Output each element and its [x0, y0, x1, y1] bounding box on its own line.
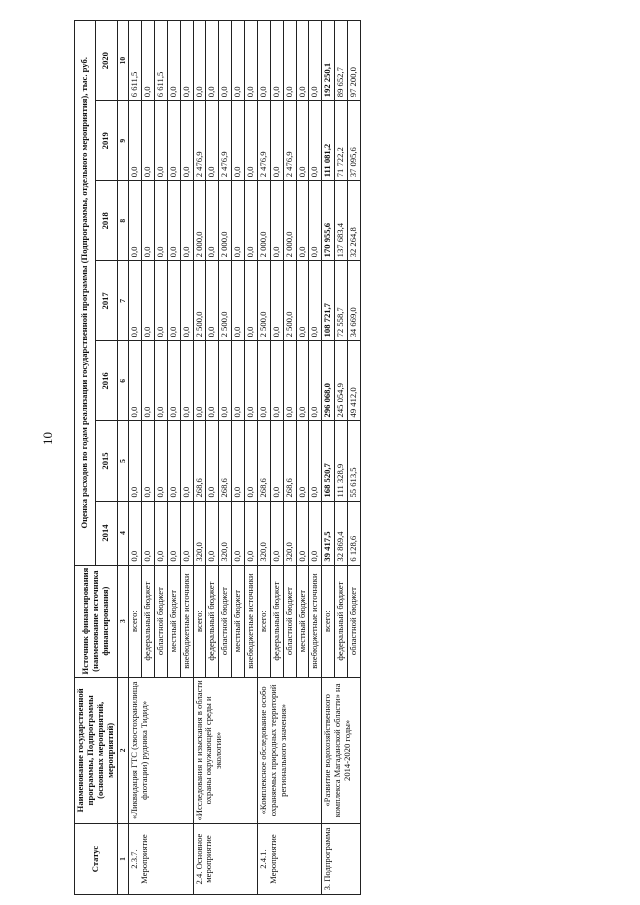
- value-cell: 0,0: [167, 421, 180, 501]
- value-cell: 0,0: [129, 101, 142, 181]
- value-cell: 137 683,4: [335, 181, 348, 261]
- value-cell: 0,0: [154, 421, 167, 501]
- status-cell: 3. Подпрограмма: [322, 824, 361, 895]
- value-cell: 0,0: [142, 101, 155, 181]
- funding-source-cell: местный бюджет: [232, 565, 245, 677]
- value-cell: 0,0: [270, 261, 283, 341]
- program-name-cell: «Исследования и изыскания в области охраны окружающей среды и экологии»: [193, 677, 257, 823]
- value-cell: 2 000,0: [219, 181, 232, 261]
- value-cell: 2 476,9: [257, 101, 270, 181]
- column-number: 6: [117, 341, 129, 421]
- value-cell: 34 669,0: [348, 261, 361, 341]
- value-cell: 2 476,9: [283, 101, 296, 181]
- column-number: 5: [117, 421, 129, 501]
- value-cell: 0,0: [180, 421, 193, 501]
- status-cell: 2.4.1. Мероприятие: [257, 824, 321, 895]
- value-cell: 97 200,0: [348, 21, 361, 101]
- value-cell: 168 520,7: [322, 421, 335, 501]
- value-cell: 0,0: [180, 181, 193, 261]
- value-cell: 0,0: [129, 181, 142, 261]
- value-cell: 0,0: [193, 21, 206, 101]
- program-name-cell: «Ликвидация ГТС (хвостохранилища флотации) рудника Тидид»: [129, 677, 193, 823]
- value-cell: 0,0: [296, 21, 309, 101]
- funding-source-cell: федеральный бюджет: [270, 565, 283, 677]
- funding-source-cell: областной бюджет: [348, 565, 361, 677]
- value-cell: 0,0: [283, 21, 296, 101]
- value-cell: 0,0: [270, 181, 283, 261]
- value-cell: 170 955,6: [322, 181, 335, 261]
- value-cell: 0,0: [167, 501, 180, 565]
- column-number: 4: [117, 501, 129, 565]
- year-header: 2017: [96, 261, 117, 341]
- funding-source-cell: внебюджетные источники: [309, 565, 322, 677]
- program-name-cell: «Развитие водохозяйственного комплекса Магаданской области» на 2014-2020 годы»: [322, 677, 361, 823]
- value-cell: 0,0: [257, 341, 270, 421]
- value-cell: 320,0: [193, 501, 206, 565]
- value-cell: 0,0: [309, 421, 322, 501]
- value-cell: 0,0: [154, 261, 167, 341]
- value-cell: 296 068,0: [322, 341, 335, 421]
- value-cell: 0,0: [206, 261, 219, 341]
- value-cell: 0,0: [129, 341, 142, 421]
- value-cell: 0,0: [167, 181, 180, 261]
- funding-source-cell: местный бюджет: [167, 565, 180, 677]
- year-header: 2018: [96, 181, 117, 261]
- value-cell: 0,0: [270, 421, 283, 501]
- header-source: Источник финансирования (наименование источника финансирования): [75, 565, 118, 677]
- column-number: 3: [117, 565, 129, 677]
- value-cell: 0,0: [180, 101, 193, 181]
- value-cell: 0,0: [270, 501, 283, 565]
- value-cell: 2 000,0: [193, 181, 206, 261]
- value-cell: 192 250,1: [322, 21, 335, 101]
- value-cell: 111 081,2: [322, 101, 335, 181]
- value-cell: 0,0: [245, 101, 258, 181]
- funding-source-cell: всего:: [129, 565, 142, 677]
- value-cell: 0,0: [167, 341, 180, 421]
- value-cell: 0,0: [219, 21, 232, 101]
- funding-source-cell: федеральный бюджет: [335, 565, 348, 677]
- value-cell: 0,0: [142, 21, 155, 101]
- value-cell: 0,0: [309, 501, 322, 565]
- value-cell: 2 000,0: [283, 181, 296, 261]
- value-cell: 320,0: [219, 501, 232, 565]
- value-cell: 0,0: [167, 101, 180, 181]
- page-number: 10: [40, 432, 55, 445]
- value-cell: 39 417,5: [322, 501, 335, 565]
- value-cell: 0,0: [270, 21, 283, 101]
- value-cell: 2 500,0: [219, 261, 232, 341]
- year-header: 2014: [96, 501, 117, 565]
- value-cell: 0,0: [232, 21, 245, 101]
- value-cell: 0,0: [245, 501, 258, 565]
- funding-source-cell: всего:: [193, 565, 206, 677]
- value-cell: 0,0: [129, 261, 142, 341]
- table-body: [129, 21, 361, 895]
- value-cell: 0,0: [142, 421, 155, 501]
- value-cell: 0,0: [270, 101, 283, 181]
- value-cell: 268,6: [193, 421, 206, 501]
- value-cell: 268,6: [219, 421, 232, 501]
- year-header: 2020: [96, 21, 117, 101]
- value-cell: 0,0: [245, 261, 258, 341]
- value-cell: 2 476,9: [219, 101, 232, 181]
- column-numbers-row: [117, 21, 129, 895]
- value-cell: 0,0: [309, 181, 322, 261]
- value-cell: 0,0: [296, 261, 309, 341]
- funding-source-cell: внебюджетные источники: [245, 565, 258, 677]
- rotated-table-container: [74, 20, 361, 895]
- value-cell: 320,0: [257, 501, 270, 565]
- year-header: 2016: [96, 341, 117, 421]
- value-cell: 0,0: [245, 421, 258, 501]
- value-cell: 2 500,0: [283, 261, 296, 341]
- value-cell: 0,0: [154, 501, 167, 565]
- funding-source-cell: областной бюджет: [283, 565, 296, 677]
- value-cell: 108 721,7: [322, 261, 335, 341]
- value-cell: 2 000,0: [257, 181, 270, 261]
- value-cell: 0,0: [296, 101, 309, 181]
- column-number: 7: [117, 261, 129, 341]
- value-cell: 0,0: [129, 501, 142, 565]
- value-cell: 0,0: [154, 341, 167, 421]
- value-cell: 0,0: [142, 261, 155, 341]
- value-cell: 0,0: [296, 341, 309, 421]
- value-cell: 2 500,0: [193, 261, 206, 341]
- value-cell: 0,0: [296, 501, 309, 565]
- column-number: 9: [117, 101, 129, 181]
- value-cell: 320,0: [283, 501, 296, 565]
- value-cell: 55 613,5: [348, 421, 361, 501]
- value-cell: 111 328,9: [335, 421, 348, 501]
- value-cell: 0,0: [154, 181, 167, 261]
- value-cell: 0,0: [142, 341, 155, 421]
- status-cell: 2.3.7. Мероприятие: [129, 824, 193, 895]
- value-cell: 0,0: [142, 501, 155, 565]
- value-cell: 0,0: [129, 421, 142, 501]
- status-cell: 2.4. Основное мероприятие: [193, 824, 257, 895]
- value-cell: 0,0: [180, 341, 193, 421]
- value-cell: 0,0: [309, 101, 322, 181]
- value-cell: 0,0: [206, 501, 219, 565]
- value-cell: 0,0: [309, 261, 322, 341]
- value-cell: 0,0: [206, 21, 219, 101]
- value-cell: 0,0: [180, 501, 193, 565]
- table-row: [129, 21, 142, 895]
- header-estimate: Оценка расходов по годам реализации государственной программы (Подпрограммы, отдельного мероприятия), тыс. руб.: [75, 21, 96, 566]
- value-cell: 0,0: [296, 181, 309, 261]
- value-cell: 2 500,0: [257, 261, 270, 341]
- value-cell: 0,0: [167, 261, 180, 341]
- value-cell: 0,0: [193, 341, 206, 421]
- value-cell: 0,0: [180, 21, 193, 101]
- funding-source-cell: областной бюджет: [154, 565, 167, 677]
- table-row: [322, 21, 335, 895]
- column-number: 10: [117, 21, 129, 101]
- value-cell: 72 558,7: [335, 261, 348, 341]
- value-cell: 0,0: [232, 181, 245, 261]
- value-cell: 0,0: [180, 261, 193, 341]
- value-cell: 268,6: [257, 421, 270, 501]
- value-cell: 0,0: [232, 421, 245, 501]
- value-cell: 0,0: [257, 21, 270, 101]
- funding-source-cell: внебюджетные источники: [180, 565, 193, 677]
- value-cell: 37 095,6: [348, 101, 361, 181]
- value-cell: 0,0: [232, 261, 245, 341]
- value-cell: 0,0: [283, 341, 296, 421]
- value-cell: 6 611,5: [129, 21, 142, 101]
- value-cell: 0,0: [245, 341, 258, 421]
- funding-source-cell: всего:: [322, 565, 335, 677]
- value-cell: 0,0: [206, 101, 219, 181]
- value-cell: 0,0: [245, 21, 258, 101]
- value-cell: 0,0: [219, 341, 232, 421]
- value-cell: 0,0: [309, 341, 322, 421]
- value-cell: 245 054,9: [335, 341, 348, 421]
- value-cell: 0,0: [206, 181, 219, 261]
- value-cell: 32 869,4: [335, 501, 348, 565]
- funding-source-cell: федеральный бюджет: [142, 565, 155, 677]
- value-cell: 49 412,0: [348, 341, 361, 421]
- table-row: [193, 21, 206, 895]
- table-row: [257, 21, 270, 895]
- year-header: 2019: [96, 101, 117, 181]
- value-cell: 0,0: [232, 501, 245, 565]
- funding-source-cell: федеральный бюджет: [206, 565, 219, 677]
- value-cell: 2 476,9: [193, 101, 206, 181]
- header-status: Статус: [75, 824, 118, 895]
- value-cell: 0,0: [154, 101, 167, 181]
- column-number: 8: [117, 181, 129, 261]
- value-cell: 268,6: [283, 421, 296, 501]
- value-cell: 0,0: [206, 341, 219, 421]
- column-number: 2: [117, 677, 129, 823]
- column-number: 1: [117, 824, 129, 895]
- value-cell: 71 722,2: [335, 101, 348, 181]
- value-cell: 0,0: [245, 181, 258, 261]
- funding-source-cell: областной бюджет: [219, 565, 232, 677]
- value-cell: 0,0: [232, 101, 245, 181]
- funding-source-cell: местный бюджет: [296, 565, 309, 677]
- value-cell: 89 652,7: [335, 21, 348, 101]
- value-cell: 0,0: [232, 341, 245, 421]
- value-cell: 0,0: [167, 21, 180, 101]
- funding-source-cell: всего:: [257, 565, 270, 677]
- value-cell: 0,0: [142, 181, 155, 261]
- header-name: Наименование государственной программы, Подпрограммы (основных мероприятий, мероприятий): [75, 677, 118, 823]
- value-cell: 6 128,6: [348, 501, 361, 565]
- value-cell: 0,0: [270, 341, 283, 421]
- value-cell: 0,0: [309, 21, 322, 101]
- value-cell: 0,0: [296, 421, 309, 501]
- program-name-cell: «Комплексное обследование особо охраняемых природных территорий регионального значения»: [257, 677, 321, 823]
- value-cell: 32 264,8: [348, 181, 361, 261]
- value-cell: 6 611,5: [154, 21, 167, 101]
- year-header: 2015: [96, 421, 117, 501]
- expenses-table: [74, 20, 361, 895]
- value-cell: 0,0: [206, 421, 219, 501]
